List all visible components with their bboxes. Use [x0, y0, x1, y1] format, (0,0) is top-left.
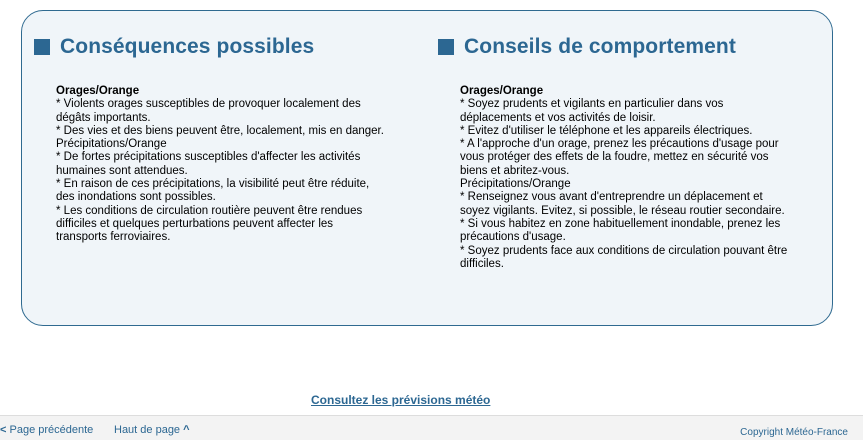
consequences-body	[56, 85, 384, 245]
advice-orages-subheading: Orages/Orange	[460, 85, 544, 97]
consequences-line: * Violents orages susceptibles de provoquer localement des dégâts importants.	[56, 98, 361, 124]
chevron-left-icon: <	[0, 424, 7, 436]
footer-bar	[0, 415, 863, 440]
consequences-line: * Des vies et des biens peuvent être, localement, mis en danger.	[56, 124, 384, 137]
previous-page-link[interactable]	[0, 424, 93, 436]
copyright-text: Copyright Météo-France	[740, 427, 848, 438]
advice-body	[460, 85, 788, 271]
consequences-title: Conséquences possibles	[60, 35, 315, 58]
consequences-line: * De fortes précipitations susceptibles d'affecter les activités humaines sont attendues.	[56, 151, 361, 177]
forecast-link[interactable]: Consultez les prévisions météo	[311, 393, 491, 407]
advice-title: Conseils de comportement	[464, 35, 736, 58]
square-bullet-icon	[438, 39, 454, 55]
advice-line: * Evitez d'utiliser le téléphone et les appareils électriques.	[460, 124, 753, 137]
previous-page-label: Page précédente	[9, 424, 94, 436]
consequences-line: * En raison de ces précipitations, la visibilité peut être réduite, des inondations sont possibles.	[56, 178, 370, 204]
consequences-line: * Les conditions de circulation routière peuvent être rendues difficiles et quelques perturbations peuvent affecter les transports ferroviaires.	[56, 204, 363, 244]
advice-heading	[438, 35, 788, 59]
back-to-top-label: Haut de page	[114, 424, 181, 436]
back-to-top-link[interactable]	[114, 424, 190, 436]
advice-line: * A l'approche d'un orage, prenez les précautions d'usage pour vous protéger des effets de la foudre, mettez en sécurité vos biens et abritez-vous.	[460, 138, 779, 177]
consequences-precip-subheading: Précipitations/Orange	[56, 138, 167, 151]
advice-line: * Renseignez vous avant d'entreprendre un déplacement et soyez vigilants. Evitez, si possible, le réseau routier secondaire.	[460, 191, 785, 217]
advice-line: * Si vous habitez en zone habituellement inondable, prenez les précautions d'usage.	[460, 217, 781, 244]
advice-precip-subheading: Précipitations/Orange	[460, 178, 571, 191]
consequences-orages-subheading: Orages/Orange	[56, 85, 140, 97]
consequences-heading	[34, 35, 384, 59]
advice-line: * Soyez prudents et vigilants en particulier dans vos déplacements et vos activités de loisir.	[460, 98, 724, 124]
chevron-up-icon: ^	[183, 424, 190, 436]
vigilance-panel	[21, 10, 833, 326]
advice-line: * Soyez prudents face aux conditions de circulation pouvant être difficiles.	[460, 244, 788, 270]
consequences-column	[34, 35, 384, 245]
advice-column	[438, 35, 788, 271]
square-bullet-icon	[34, 39, 50, 55]
